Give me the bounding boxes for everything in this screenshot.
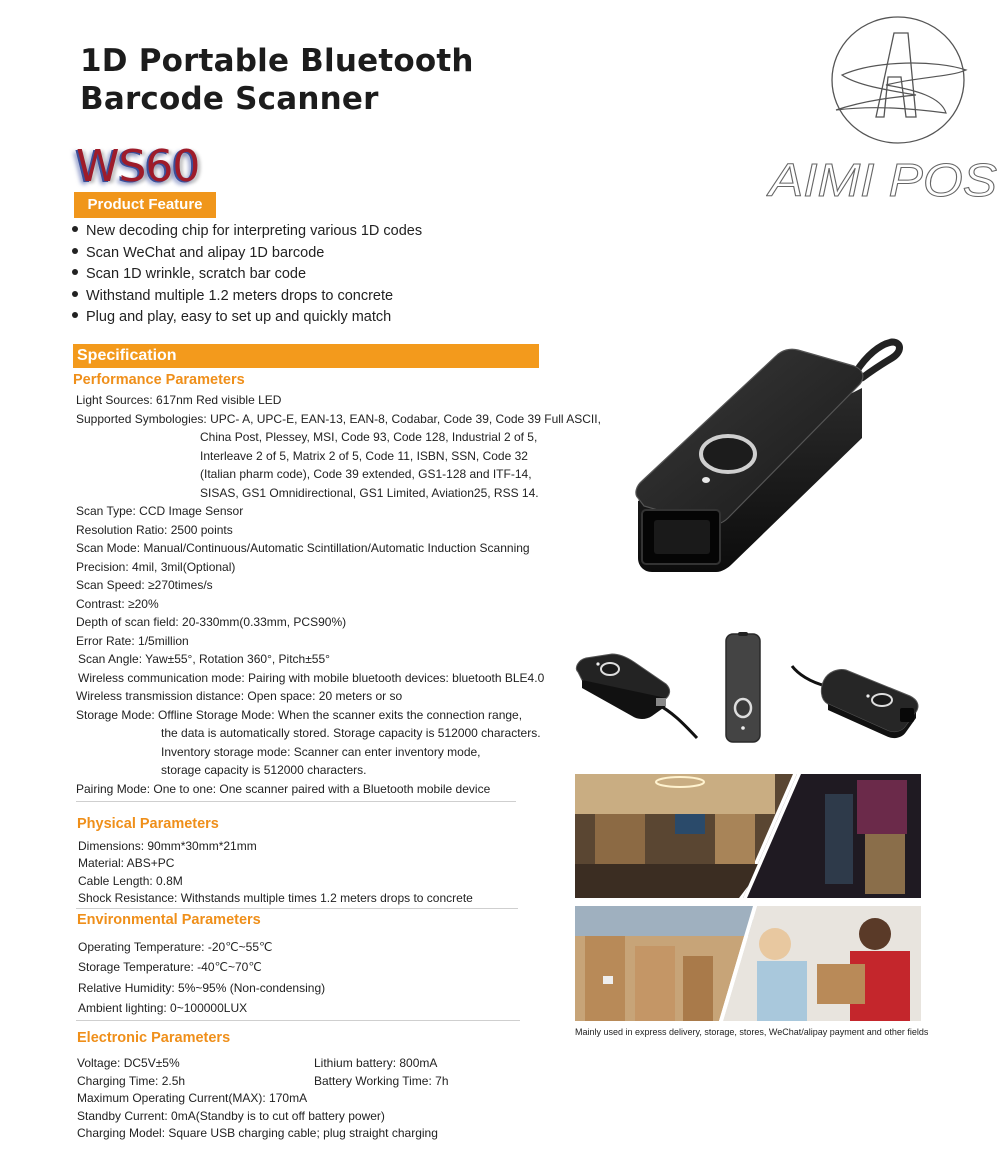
page-title (80, 42, 474, 118)
bullet-icon (72, 226, 78, 232)
usage-caption: Mainly used in express delivery, storage, stores, WeChat/alipay payment and other fields (575, 1027, 929, 1037)
spec-line: Charging Model: Square USB charging cable; plug straight charging (77, 1126, 438, 1140)
spec-line: the data is automatically stored. Storage capacity is 512000 characters. (161, 726, 541, 740)
spec-line: Depth of scan field: 20-330mm(0.33mm, PCS90%) (76, 615, 347, 629)
spec-line: Storage Mode: Offline Storage Mode: When the scanner exits the connection range, (76, 707, 523, 722)
spec-line: Pairing Mode: One to one: One scanner paired with a Bluetooth mobile device (76, 781, 491, 796)
spec-line: Wireless transmission distance: Open space: 20 meters or so (76, 689, 403, 703)
logo-text: AIMI POS (766, 154, 998, 205)
scanner-view-front (718, 630, 768, 745)
store-photos (575, 774, 921, 898)
performance-title: Performance Parameters (73, 372, 245, 388)
spec-line: Scan Speed: ≥270times/s (76, 578, 213, 592)
spec-line: Scan Type: CCD Image Sensor (76, 504, 244, 518)
environmental-title: Environmental Parameters (77, 912, 261, 928)
delivery-photos (575, 906, 921, 1021)
feature-item: Scan WeChat and alipay 1D barcode (72, 243, 422, 265)
physical-parameters (78, 838, 473, 907)
title-line-1: 1D Portable Bluetooth (80, 43, 474, 79)
feature-item: Plug and play, easy to set up and quickly match (72, 307, 422, 329)
specification-heading: Specification (73, 344, 539, 368)
spec-line: China Post, Plessey, MSI, Code 93, Code 128, Industrial 2 of 5, (200, 430, 538, 444)
spec-line: Operating Temperature: -20℃~55℃ (78, 940, 273, 954)
spec-line: Dimensions: 90mm*30mm*21mm (78, 839, 257, 853)
feature-item: Scan 1D wrinkle, scratch bar code (72, 264, 422, 286)
spec-line: Charging Time: 2.5h (77, 1073, 186, 1088)
electronic-title: Electronic Parameters (77, 1030, 231, 1046)
spec-line: Contrast: ≥20% (76, 596, 159, 611)
bullet-icon (72, 248, 78, 254)
status-led (702, 477, 710, 483)
spec-line: Ambient lighting: 0~100000LUX (78, 1000, 248, 1015)
scanner-main-image (630, 336, 910, 581)
product-feature-badge: Product Feature (74, 192, 216, 218)
model-name: WS60 (76, 141, 200, 192)
spec-line: (Italian pharm code), Code 39 extended, GS1-128 and ITF-14, (200, 467, 532, 481)
aimi-pos-logo (766, 5, 1000, 205)
performance-parameters (76, 391, 601, 798)
logo-a-glyph (876, 33, 916, 117)
title-line-2: Barcode Scanner (80, 81, 379, 117)
spec-line: Light Sources: 617nm Red visible LED (76, 393, 282, 407)
scan-button (701, 436, 755, 472)
scanner-view-left (572, 632, 702, 742)
spec-line: Scan Mode: Manual/Continuous/Automatic Scintillation/Automatic Induction Scanning (76, 541, 530, 555)
spec-line: Maximum Operating Current(MAX): 170mA (77, 1091, 308, 1105)
divider (76, 908, 518, 909)
spec-line: Resolution Ratio: 2500 points (76, 522, 233, 537)
spec-line: SISAS, GS1 Omnidirectional, GS1 Limited, Aviation25, RSS 14. (200, 485, 539, 500)
bullet-icon (72, 291, 78, 297)
feature-item: Withstand multiple 1.2 meters drops to concrete (72, 286, 422, 308)
scanner-view-right (788, 660, 923, 742)
spec-line: Voltage: DC5V±5% (77, 1056, 180, 1070)
spec-line: Scan Angle: Yaw±55°, Rotation 360°, Pitch±55° (78, 652, 330, 666)
spec-line: Battery Working Time: 7h (314, 1073, 449, 1088)
spec-line: Precision: 4mil, 3mil(Optional) (76, 559, 236, 574)
spec-line: Relative Humidity: 5%~95% (Non-condensing) (78, 980, 326, 995)
feature-item: New decoding chip for interpreting various 1D codes (72, 221, 422, 243)
divider (76, 1020, 520, 1021)
spec-line: Lithium battery: 800mA (314, 1056, 438, 1070)
spec-line: Cable Length: 0.8M (78, 873, 183, 888)
environmental-parameters (78, 937, 325, 1018)
spec-line: Wireless communication mode: Pairing with mobile bluetooth devices: bluetooth BLE4.0 (78, 670, 545, 685)
spec-line: Storage Temperature: -40℃~70℃ (78, 960, 262, 975)
spec-line: Interleave 2 of 5, Matrix 2 of 5, Code 11, ISBN, SSN, Code 32 (200, 448, 528, 463)
spec-line: Inventory storage mode: Scanner can enter inventory mode, (161, 744, 481, 759)
spec-line: Error Rate: 1/5million (76, 633, 189, 648)
spec-line: Shock Resistance: Withstands multiple times 1.2 meters drops to concrete (78, 890, 473, 905)
bullet-icon (72, 269, 78, 275)
physical-title: Physical Parameters (77, 816, 219, 832)
logo-swoosh (836, 63, 966, 113)
spec-line: Supported Symbologies: UPC- A, UPC-E, EAN-13, EAN-8, Codabar, Code 39, Code 39 Full ASCII, (76, 411, 601, 426)
divider (76, 801, 516, 802)
spec-line: storage capacity is 512000 characters. (161, 763, 367, 777)
spec-line: Standby Current: 0mA(Standby is to cut off battery power) (77, 1108, 385, 1123)
electronic-parameters-right (314, 1055, 449, 1090)
feature-list (72, 221, 422, 329)
bullet-icon (72, 312, 78, 318)
spec-line: Material: ABS+PC (78, 856, 175, 871)
